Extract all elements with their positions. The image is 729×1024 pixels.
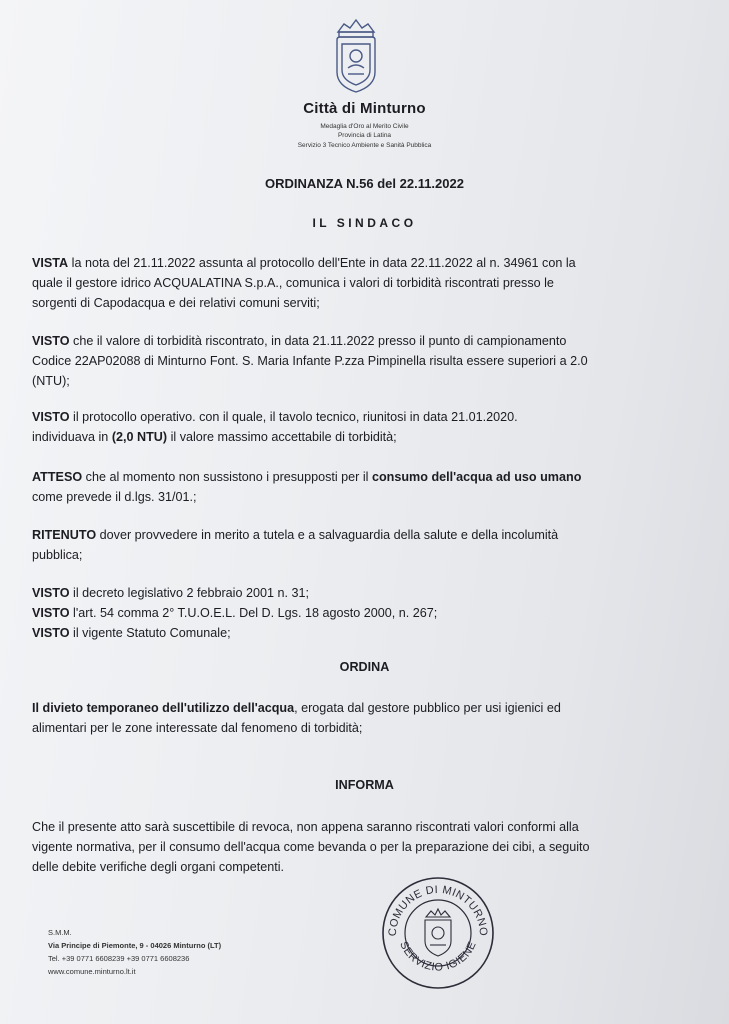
paragraph-visto-1 bbox=[32, 331, 672, 391]
text: il valore massimo accettabile di torbidità; bbox=[167, 430, 397, 444]
keyword-visto: VISTO bbox=[32, 626, 70, 640]
text: vigente normativa, per il consumo dell'acqua come bevanda o per la preparazione dei cibi, a seguito bbox=[32, 840, 590, 854]
text: che il valore di torbidità riscontrato, in data 21.11.2022 presso il punto di campionamento bbox=[69, 334, 567, 348]
text: come prevede il d.lgs. 31/01.; bbox=[32, 490, 197, 504]
text: delle debite verifiche degli organi competenti. bbox=[32, 860, 285, 874]
ordinance-title: ORDINANZA N.56 del 22.11.2022 bbox=[265, 176, 464, 191]
text: il decreto legislativo 2 febbraio 2001 n. 31; bbox=[69, 586, 309, 600]
authority-heading: IL SINDACO bbox=[312, 216, 417, 230]
municipal-crest-icon bbox=[330, 16, 382, 96]
text: quale il gestore idrico ACQUALATINA S.p.A., comunica i valori di torbidità riscontrati presso le bbox=[32, 276, 554, 290]
stamp-top-text: COMUNE DI MINTURNO bbox=[386, 883, 490, 937]
stamp-bottom-text: SERVIZIO IGIENE bbox=[397, 939, 479, 974]
keyword-visto: VISTO bbox=[32, 586, 70, 600]
footer-phone: Tel. +39 0771 6608239 +39 0771 6608236 bbox=[48, 954, 190, 963]
header-subtitle-2: Provincia di Latina bbox=[337, 132, 392, 139]
text: il vigente Statuto Comunale; bbox=[69, 626, 231, 640]
text: dover provvedere in merito a tutela e a salvaguardia della salute e della incolumità bbox=[96, 528, 559, 542]
city-name: Città di Minturno bbox=[303, 100, 426, 117]
paragraph-ordina bbox=[32, 698, 672, 738]
paragraph-visti bbox=[32, 583, 672, 643]
text: Codice 22AP02088 di Minturno Font. S. Maria Infante P.zza Pimpinella risulta essere superiori a 2.0 bbox=[32, 354, 588, 368]
paragraph-informa bbox=[32, 817, 672, 877]
text: individuava in bbox=[32, 430, 112, 444]
paragraph-vista bbox=[32, 253, 672, 313]
prohibition-text: Il divieto temporaneo dell'utilizzo dell'acqua bbox=[32, 701, 295, 715]
ordina-heading: ORDINA bbox=[339, 660, 390, 674]
official-stamp-icon bbox=[378, 873, 498, 991]
emphasis: consumo dell'acqua ad uso umano bbox=[371, 470, 582, 484]
keyword-visto: VISTO bbox=[32, 334, 70, 348]
text: la nota del 21.11.2022 assunta al protocollo dell'Ente in data 22.11.2022 al n. 34961 con la bbox=[68, 256, 576, 270]
text: alimentari per le zone interessate dal fenomeno di torbidità; bbox=[32, 721, 363, 735]
informa-heading: INFORMA bbox=[335, 778, 394, 792]
ntu-value: (2,0 NTU) bbox=[111, 430, 168, 444]
footer-website: www.comune.minturno.lt.it bbox=[48, 967, 136, 976]
text: sorgenti di Capodacqua e dei relativi comuni serviti; bbox=[32, 296, 320, 310]
keyword-visto: VISTO bbox=[32, 410, 70, 424]
keyword-vista: VISTA bbox=[32, 256, 69, 270]
text: il protocollo operativo. con il quale, il tavolo tecnico, riunitosi in data 21.01.2020. bbox=[69, 410, 518, 424]
text: che al momento non sussistono i presupposti per il bbox=[82, 470, 372, 484]
footer-contacts bbox=[48, 926, 221, 978]
keyword-atteso: ATTESO bbox=[32, 470, 83, 484]
text: pubblica; bbox=[32, 548, 83, 562]
footer-org: S.M.M. bbox=[48, 928, 72, 937]
footer-address: Via Principe di Piemonte, 9 - 04026 Minturno (LT) bbox=[48, 941, 222, 950]
text: (NTU); bbox=[32, 374, 70, 388]
header-subtitle-3: Servizio 3 Tecnico Ambiente e Sanità Pubblica bbox=[297, 142, 432, 149]
keyword-visto: VISTO bbox=[32, 606, 70, 620]
text: , erogata dal gestore pubblico per usi igienici ed bbox=[294, 701, 561, 715]
text: l'art. 54 comma 2° T.U.O.E.L. Del D. Lgs. 18 agosto 2000, n. 267; bbox=[69, 606, 438, 620]
paragraph-atteso bbox=[32, 467, 672, 507]
keyword-ritenuto: RITENUTO bbox=[32, 528, 97, 542]
text: Che il presente atto sarà suscettibile di revoca, non appena saranno riscontrati valori conformi alla bbox=[32, 820, 579, 834]
paragraph-visto-2 bbox=[32, 407, 672, 447]
paragraph-ritenuto bbox=[32, 525, 672, 565]
header-subtitle-1: Medaglia d'Oro al Merito Civile bbox=[320, 123, 409, 130]
